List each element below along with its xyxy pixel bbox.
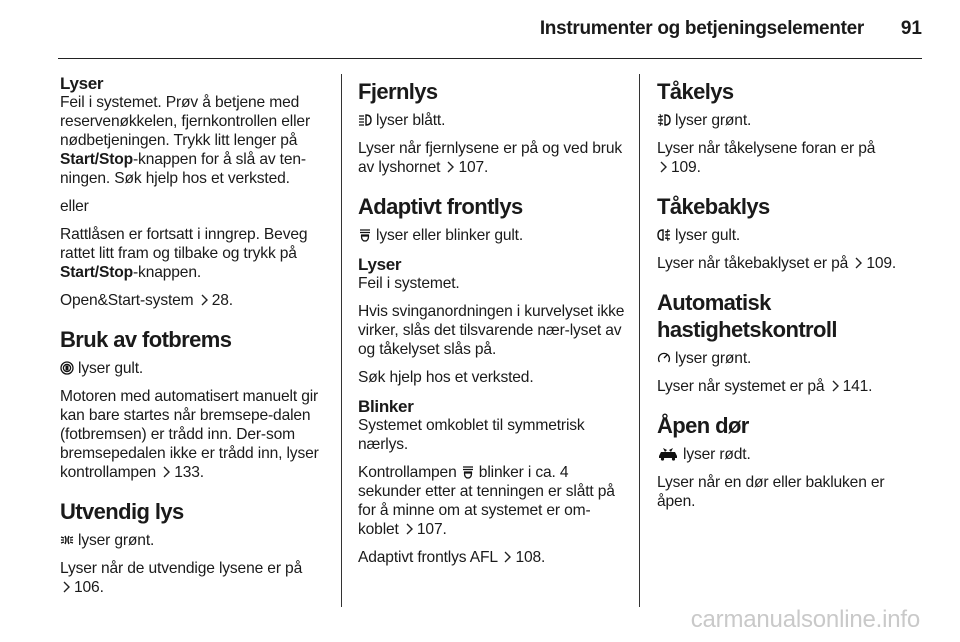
rear-fog-icon xyxy=(657,228,671,242)
text: lyser gult. xyxy=(675,227,741,244)
section-heading-apen-dor: Åpen dør xyxy=(657,413,749,438)
page-header xyxy=(0,0,960,62)
paragraph: Søk hjelp hos et verksted. xyxy=(358,369,534,386)
paragraph xyxy=(657,111,917,130)
paragraph: Hvis svinganordningen i kurvelyset ikke virker, slås det tilsvarende nær-lyset av og tåkelyset slås på. xyxy=(358,303,625,358)
paragraph xyxy=(60,531,330,550)
text: Adaptivt frontlys AFL xyxy=(358,549,498,566)
text: Lyser når fjernlysene er på og ved bruk av lyshornet xyxy=(358,140,623,176)
page-reference-arrow-icon xyxy=(405,523,414,535)
section-heading-utvendig-lys: Utvendig lys xyxy=(60,499,184,524)
brake-pedal-icon xyxy=(60,361,74,375)
text: -knappen. xyxy=(133,264,202,281)
watermark: carmanualsonline.info xyxy=(690,606,920,633)
paragraph xyxy=(657,254,917,273)
paragraph xyxy=(358,548,630,567)
paragraph xyxy=(60,359,330,378)
text: Lyser når tåkebaklyset er på xyxy=(657,255,849,272)
bold-text: Start/Stop xyxy=(60,264,134,281)
column-middle xyxy=(358,74,630,576)
page-reference-arrow-icon xyxy=(659,161,668,173)
text: Lyser når tåkelysene foran er på xyxy=(657,140,876,157)
paragraph xyxy=(657,349,917,368)
text: lyser rødt. xyxy=(683,446,751,463)
text: lyser grønt. xyxy=(675,112,752,129)
page-reference[interactable]: 106. xyxy=(74,579,104,596)
paragraph xyxy=(358,111,630,130)
section-heading-adaptivt-frontlys: Adaptivt frontlys xyxy=(358,194,523,219)
section-heading-fjernlys: Fjernlys xyxy=(358,79,438,104)
header-divider xyxy=(58,58,922,59)
paragraph: eller xyxy=(60,198,89,215)
section-heading-takelys: Tåkelys xyxy=(657,79,734,104)
door-open-icon xyxy=(657,447,679,461)
paragraph xyxy=(358,463,630,539)
adaptive-frontlight-icon xyxy=(358,228,372,242)
bold-text: Start/Stop xyxy=(60,151,134,168)
text: -knappen for å slå av ten-ningen. Søk hjelp hos et verksted. xyxy=(60,151,306,187)
page-title: Instrumenter og betjeningselementer xyxy=(539,18,864,39)
paragraph xyxy=(60,559,330,597)
column-right xyxy=(657,74,917,520)
page-reference-arrow-icon xyxy=(162,466,171,478)
paragraph xyxy=(358,139,630,177)
paragraph xyxy=(60,387,330,482)
exterior-lights-icon xyxy=(60,533,74,547)
column-divider-1 xyxy=(341,74,342,607)
paragraph: Feil i systemet. xyxy=(358,275,460,292)
page-reference[interactable]: 109. xyxy=(671,159,701,176)
paragraph xyxy=(60,291,330,310)
text: Feil i systemet. Prøv å betjene med reservenøkkelen, fjernkontrollen eller nødbetjeningen. Trykk litt lenger på xyxy=(60,94,310,149)
column-divider-2 xyxy=(639,74,640,607)
text: Lyser når systemet er på xyxy=(657,378,825,395)
page-reference-arrow-icon xyxy=(503,551,512,563)
text: lyser grønt. xyxy=(78,532,155,549)
page-reference-arrow-icon xyxy=(62,581,71,593)
page-reference[interactable]: 28. xyxy=(211,292,233,309)
paragraph xyxy=(657,377,917,396)
page-number: 91 xyxy=(900,18,922,39)
paragraph: Systemet omkoblet til symmetrisk nærlys. xyxy=(358,417,585,453)
text: lyser gult. xyxy=(78,360,144,377)
high-beam-icon xyxy=(358,113,372,127)
text: Kontrollampen xyxy=(358,464,457,481)
subsection-heading-lyser: Lyser xyxy=(358,255,402,274)
paragraph xyxy=(60,93,330,188)
text: Open&Start-system xyxy=(60,292,194,309)
page-reference[interactable]: 107. xyxy=(458,159,489,176)
section-heading-takebaklys: Tåkebaklys xyxy=(657,194,770,219)
paragraph: Lyser når en dør eller bakluken er åpen. xyxy=(657,474,885,510)
section-heading-automatisk-hastighetskontroll: Automatisk hastighetskontroll xyxy=(657,290,837,342)
paragraph xyxy=(60,225,330,282)
page-reference-arrow-icon xyxy=(854,257,863,269)
page-reference[interactable]: 133. xyxy=(174,464,204,481)
text: lyser grønt. xyxy=(675,350,752,367)
section-heading-lyser: Lyser xyxy=(60,74,104,93)
page-reference[interactable]: 107. xyxy=(416,521,447,538)
paragraph xyxy=(358,226,630,245)
text: Rattlåsen er fortsatt i inngrep. Beveg rattet litt fram og tilbake og trykk på xyxy=(60,226,308,262)
cruise-control-icon xyxy=(657,351,671,365)
page-reference-arrow-icon xyxy=(831,380,840,392)
page-reference-arrow-icon xyxy=(446,161,455,173)
adaptive-frontlight-icon xyxy=(461,465,475,479)
column-left xyxy=(60,74,330,606)
subsection-heading-blinker: Blinker xyxy=(358,397,414,416)
page-reference[interactable]: 108. xyxy=(515,549,546,566)
front-fog-icon xyxy=(657,113,671,127)
paragraph xyxy=(657,445,917,464)
page-reference[interactable]: 141. xyxy=(842,378,873,395)
text: lyser eller blinker gult. xyxy=(376,227,524,244)
text: blinker i ca. 4 sekunder etter at tenningen er slått på for å minne om at systemet er om-koblet xyxy=(358,464,615,538)
page-reference-arrow-icon xyxy=(200,294,209,306)
paragraph xyxy=(657,226,917,245)
section-heading-bruk-av-fotbrems: Bruk av fotbrems xyxy=(60,327,232,352)
text: Motoren med automatisert manuelt gir kan bare startes når bremsepe-dalen (fotbremsen) er trådd inn. Der-som bremsepedalen ikke er trådd inn, lyser kontrollampen xyxy=(60,388,319,481)
text: lyser blått. xyxy=(376,112,446,129)
page-reference[interactable]: 109. xyxy=(866,255,897,272)
text: Lyser når de utvendige lysene er på xyxy=(60,560,303,577)
paragraph xyxy=(657,139,917,177)
